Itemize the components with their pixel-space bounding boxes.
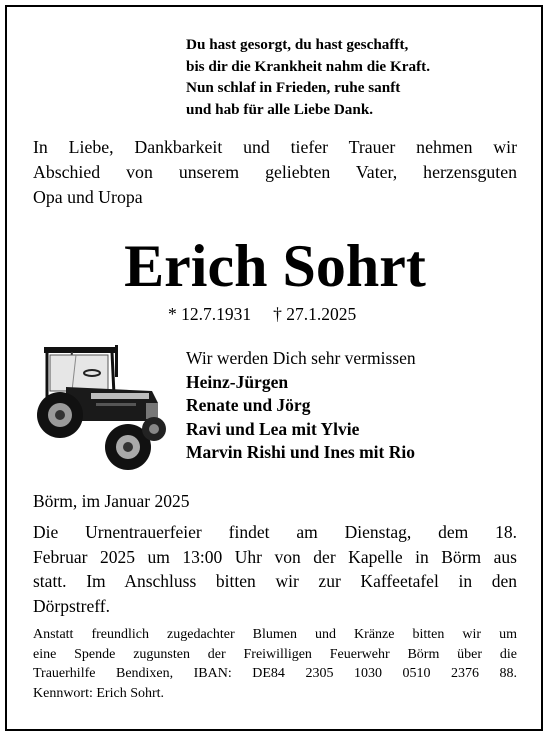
tractor-image	[36, 345, 168, 473]
funeral-line: statt. Im Anschluss bitten wir zur Kaffeetafel in den	[33, 571, 517, 591]
intro-text	[33, 135, 517, 210]
donation-line: Kennwort: Erich Sohrt.	[33, 685, 165, 701]
donation-request	[33, 625, 517, 703]
donation-line: eine Spende zugunsten der Freiwilligen Feuerwehr Börm über die	[33, 646, 517, 662]
intro-line: Abschied von unserem geliebten Vater, herzensguten	[33, 162, 517, 182]
mourners-block	[186, 347, 416, 465]
mourners-intro: Wir werden Dich sehr vermissen	[186, 348, 416, 368]
birth-date: * 12.7.1931	[168, 304, 252, 324]
poem	[186, 34, 430, 120]
poem-line: Du hast gesorgt, du hast geschafft,	[186, 36, 409, 53]
intro-line: Opa und Uropa	[33, 187, 143, 207]
donation-line: Trauerhilfe Bendixen, IBAN: DE84 2305 1030 0510 2376 88.	[33, 666, 517, 681]
funeral-line: Februar 2025 um 13:00 Uhr von der Kapelle in Börm aus	[33, 546, 517, 567]
death-date: † 27.1.2025	[273, 304, 357, 324]
poem-line: bis dir die Krankheit nahm die Kraft.	[186, 57, 431, 75]
funeral-line: Die Urnentrauerfeier findet am Dienstag, dem 18.	[33, 522, 517, 542]
place-date: Börm, im Januar 2025	[33, 491, 190, 511]
mourner-name: Heinz-Jürgen	[186, 371, 289, 392]
funeral-info	[33, 520, 517, 618]
life-dates	[168, 302, 356, 326]
donation-line: Anstatt freundlich zugedachter Blumen und Kränze bitten wir um	[33, 627, 517, 642]
poem-line: und hab für alle Liebe Dank.	[186, 100, 374, 118]
intro-line: In Liebe, Dankbarkeit und tiefer Trauer nehmen wir	[33, 137, 517, 157]
deceased-name: Erich Sohrt	[124, 233, 426, 299]
mourner-name: Renate und Jörg	[186, 395, 311, 416]
poem-line: Nun schlaf in Frieden, ruhe sanft	[186, 79, 401, 96]
mourner-name: Marvin Rishi und Ines mit Rio	[186, 442, 415, 463]
mourner-name: Ravi und Lea mit Ylvie	[186, 418, 360, 439]
funeral-line: Dörpstreff.	[33, 595, 110, 616]
